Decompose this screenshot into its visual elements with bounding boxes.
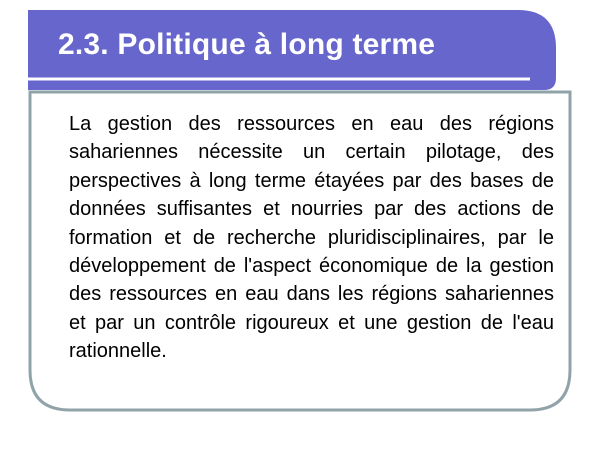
body-paragraph: La gestion des ressources en eau des régions sahariennes nécessite un certain pilotage, des perspectives à long terme étayées par des bases de données suffisantes et nourries par des actions de formation et de recherche pluridisciplinaires, par le développement de l'aspect économique de la gestion des ressources en eau dans les régions sahariennes et par un contrôle rigoureux et une gestion de l'eau rationnelle. — [69, 113, 554, 363]
slide-title: 2.3. Politique à long terme — [58, 28, 436, 61]
